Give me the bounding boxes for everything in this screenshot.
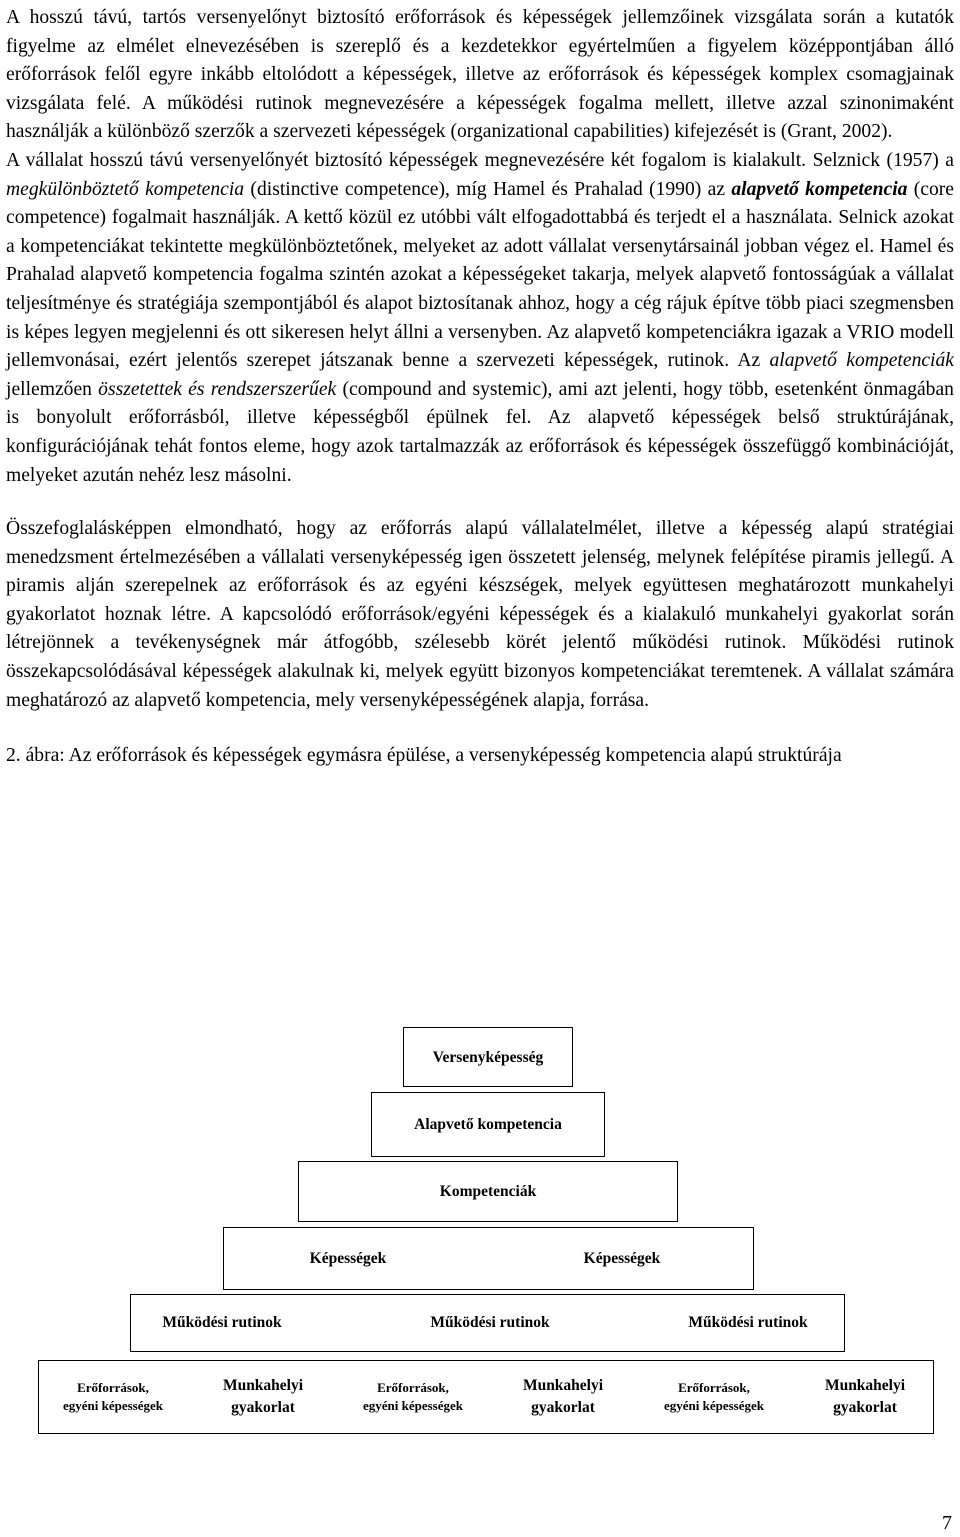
page-number: 7 bbox=[942, 1512, 952, 1534]
pyramid-level-competitiveness: Versenyképesség bbox=[403, 1027, 573, 1087]
term-core-competences: alapvető kompetenciák bbox=[769, 350, 954, 372]
capabilities-label: Képességek bbox=[583, 1249, 661, 1267]
pyramid-level-core-competence: Alapvető kompetencia bbox=[371, 1092, 605, 1157]
resources-label: Erőforrások, egyéni képességek bbox=[62, 1380, 164, 1413]
practice-label: Munkahelyi gyakorlat bbox=[522, 1377, 604, 1416]
capabilities-label: Képességek bbox=[309, 1249, 387, 1267]
practice-label: Munkahelyi gyakorlat bbox=[222, 1377, 304, 1416]
paragraph-3: Összefoglalásképpen elmondható, hogy az erőforrás alapú vállalatelmélet, illetve a képesség alapú stratégiai menedzsment értelmezésében a vállalati versenyképesség igen összetett jelenség, melynek felépítése piramis jellegű. A piramis alján szerepelnek az erőforrások és az egyéni készségek, melyek együttesen meghatározott munkahelyi gyakorlatot hoznak létre. A kapcsolódó erőforrások/egyéni képességek és a kialakuló munkahelyi gyakorlat során létrejönnek a tevékenységnek már átfogóbb, szélesebb körét jelentő működési rutinok. Működési rutinok összekapcsolódásával képességek alakulnak ki, melyek együtt bizonyos kompetenciákat teremtenek. A vállalat számára meghatározó az alapvető kompetencia, mely versenyképességének alapja, forrása. bbox=[6, 518, 954, 711]
resources-label: Erőforrások, egyéni képességek bbox=[663, 1380, 765, 1413]
term-distinctive-competence: megkülönböztető kompetencia bbox=[6, 178, 245, 200]
routines-label: Működési rutinok bbox=[430, 1314, 550, 1331]
term-compound-systemic: összetettek és rendszerszerűek bbox=[98, 378, 337, 400]
routines-label: Működési rutinok bbox=[162, 1314, 282, 1331]
paragraph-2: A vállalat hosszú távú versenyelőnyét biztosító képességek megnevezésére két fogalom is kialakult. Selznick (1957) a megkülönböztető kompetencia (distinctive competence), míg Hamel és Prahalad (1990) az alapvető kompetencia (core competence) fogalmait használják. A kettő közül ez utóbbi vált elfogadottabbá és terjedt el a használata. Selnick azokat a kompetenciákat tekintette megkülönböztetőnek, melyeket az adott vállalat versenytársainál jobban végez el. Hamel és Prahalad alapvető kompetencia fogalma szintén azokat a képességeket takarja, melyek alapvető fontosságúak a vállalat teljesítménye és stratégiája szempontjából és alapot biztosítanak ahhoz, hogy a cég rájuk építve több piaci szegmensben is képes legyen megjelenni és ott sikeresen helyt állni a versenyben. Az alapvető kompetenciákra igazak a VRIO modell jellemvonásai, ezért jelentős szerepet játszanak benne a szervezeti képességek, rutinok. Az alapvető kompetenciák jellemzően összetettek és rendszerszerűek (compound and systemic), ami azt jelenti, hogy több, esetenként önmagában is bonyolult erőforrásból, illetve képességből épülnek fel. Az alapvető képességek belső struktúrájának, konfigurációjának tehát fontos eleme, hogy azok tartalmazzák az erőforrások és képességek összefüggő kombinációját, melyeket azután nehéz lesz másolni. bbox=[6, 149, 954, 486]
routines-label: Működési rutinok bbox=[688, 1314, 808, 1331]
document-body bbox=[6, 4, 954, 771]
resources-label: Erőforrások, egyéni képességek bbox=[362, 1380, 464, 1413]
term-core-competence: alapvető kompetencia bbox=[731, 178, 908, 200]
pyramid-level-competences: Kompetenciák bbox=[298, 1161, 678, 1222]
figure-caption: 2. ábra: Az erőforrások és képességek egymásra épülése, a versenyképesség kompetencia alapú struktúrája bbox=[6, 745, 842, 767]
practice-label: Munkahelyi gyakorlat bbox=[824, 1377, 906, 1416]
paragraph-1: A hosszú távú, tartós versenyelőnyt biztosító erőforrások és képességek jellemzőinek vizsgálata során a kutatók figyelme az elmélet elnevezésében is szereplő és a kezdetekkor egyértelműen a figyelem középpontjában álló erőforrások felől egyre inkább eltolódott a képességek, illetve az erőforrások és képességek komplex csomagjainak vizsgálata felé. A működési rutinok megnevezésére a képességek fogalma mellett, illetve azzal szinonimaként használják a különböző szerzők a szervezeti képességek (organizational capabilities) kifejezését is (Grant, 2002). bbox=[6, 7, 954, 143]
